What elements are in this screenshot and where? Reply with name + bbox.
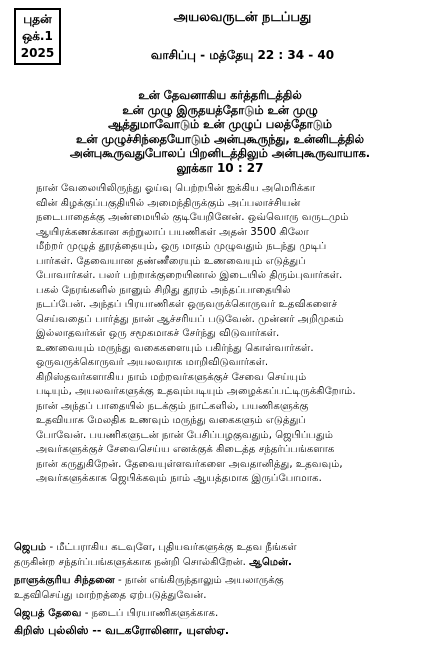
verse-line: உன் தேவனாகிய கர்த்தரிடத்தில்	[138, 88, 302, 102]
body-line: நடப்பேன். அந்தப் பிரயாணிகள் ஒருவருக்கொருவர் உதவிகளைச்	[36, 299, 338, 310]
date-year: 2025	[20, 46, 55, 60]
author-signature: கிறிஸ் புல்லிஸ் -- வடகரோலினா, யுஎஸ்ஏ.	[14, 623, 230, 637]
body-line: ஆயிரக்கணக்கான சுற்றுலாப் பயணிகள் அதன் 3500 கிலோ	[36, 226, 309, 238]
prayer-amen: ஆமென்.	[249, 556, 292, 568]
paragraph-1	[14, 182, 412, 284]
prayer-text: தருகின்ற சந்தர்ப்பங்களுக்காக நன்றி சொல்கிறேன்.	[14, 556, 250, 568]
body-line: நடைபாதைக்கு அண்மையில் குடியேறினேன். ஒவ்வொரு வருடமும்	[36, 212, 349, 223]
verse-line: ஆத்துமாவோடும் உன் முழுப் பலத்தோடும்	[108, 117, 332, 132]
need-label: ஜெபத் தேவை	[14, 608, 82, 619]
date-day: புதன்	[23, 12, 52, 26]
verse-line: அன்புகூருவதுபோலப் பிறனிடத்திலும் அன்புகூருவாயாக.	[69, 146, 371, 161]
paragraph-3	[14, 371, 412, 487]
body-line: போவார்கள். பலர் பற்றாக்குறையினால் இடையில் திரும்புவார்கள்.	[36, 270, 343, 281]
prayer-block	[14, 541, 412, 570]
prayer-text: - மீட்பராகிய கடவுளே, புதியவர்களுக்கு உதவ நீங்கள்	[46, 542, 297, 553]
prayer-need	[14, 607, 412, 622]
thought-label: நாளுக்குரிய சிந்தனை	[14, 575, 115, 586]
prayer-label: ஜெபம்	[14, 542, 47, 553]
body-line: பகல் நேரங்களில் நானும் சிறிது தூரம் அந்தப்பாதையில்	[36, 284, 291, 296]
verse-line: உன் முழுச்சிந்தையோடும் அன்புகூருந்து, உன்னிடத்தில்	[76, 131, 364, 146]
body-line: அவர்களுக்காக ஜெபிக்கவும் நாம் ஆயத்தமாக இருப்போமாக.	[36, 473, 322, 484]
body-line: வின் கிழக்குப்பகுதியில் அமைந்திருக்கும் அப்பலாச்சியன்	[36, 197, 301, 209]
page-title: அயலவருடன் நடப்பது	[173, 10, 312, 25]
body-line: நான் கருதுகிறேன். தேவையுள்ளவர்களை அவதானித்து, உதவவும்,	[36, 458, 343, 470]
thought-line-1	[14, 574, 412, 589]
date-box	[14, 8, 61, 65]
body-line: படியும், அயலவர்களுக்கு உதவும்படியும் அழைக்கப்பட்டிருக்கிறோம்.	[36, 386, 356, 397]
devotional-body	[14, 182, 412, 487]
body-line: நான் வேலையிலிருந்து ஓய்வு பெற்றபின் ஐக்கிய அமெரிக்கா	[36, 183, 316, 194]
thought-text: - நான் எங்கிருந்தாலும் அயலாருக்கு	[114, 575, 284, 586]
body-line: மீற்றர் முழுத் தூரத்தையும், ஒரு மாதம் முழுவதும் நடந்து முடிப்	[36, 241, 327, 252]
body-line: உணவையும் மருந்து வகைகளையும் பகிர்ந்து கொள்வார்கள்.	[36, 342, 314, 354]
thought-text: உதவிசெய்து மாற்றத்தை ஏற்படுத்துவேன்.	[14, 589, 207, 601]
body-line: இல்லாதவர்கள் ஒரு சமூகமாகச் சேர்ந்து விடுவார்கள்.	[36, 328, 280, 339]
devotional-footer	[14, 541, 412, 638]
body-line: அவர்களுக்குச் சேவைசெய்ய எனக்குக் கிடைத்த சந்தர்ப்பங்களாக	[36, 444, 335, 455]
verse-reference: லூக்கா 10 : 27	[176, 160, 264, 175]
verse-line: உன் முழு இருதயத்தோடும் உன் முழு	[122, 102, 318, 117]
prayer-line-2	[14, 556, 412, 571]
need-text: - நடைப் பிரயாணிகளுக்காக.	[81, 608, 219, 619]
paragraph-2	[14, 284, 412, 371]
body-line: கிறிஸ்தவர்களாகிய நாம் மற்றவர்களுக்குச் சேவை செய்யும்	[36, 371, 307, 383]
body-line: போவேன். பயணிகளுடன் நான் பேசிப்பழகுவதும், ஜெபிப்பதும்	[36, 429, 334, 441]
scripture-reading: வாசிப்பு - மத்தேயு 22 : 34 - 40	[150, 48, 335, 62]
key-verse	[30, 88, 410, 176]
body-line: பார்கள். தேவையான தண்ணீரையும் உணவையும் எடுத்துப்	[36, 255, 306, 267]
thought-block	[14, 574, 412, 603]
date-month-day: ஒக்.1	[22, 29, 53, 43]
body-line: ஒருவருக்கொருவர் அயலவராக மாறிவிடுவார்கள்.	[36, 357, 269, 368]
body-line: செய்வதைப் பார்த்து நான் ஆச்சரியப் படுவேன். முன்னர் அறிமுகம்	[36, 313, 344, 325]
body-line: நான் அந்தப் பாதையில் நடக்கும் நாட்களில், பயணிகளுக்கு	[36, 400, 309, 412]
prayer-line-1	[14, 541, 412, 556]
body-line: உதவியாக மேலதிக உணவும் மருந்து வகைகளும் எடுத்துப்	[36, 415, 307, 426]
